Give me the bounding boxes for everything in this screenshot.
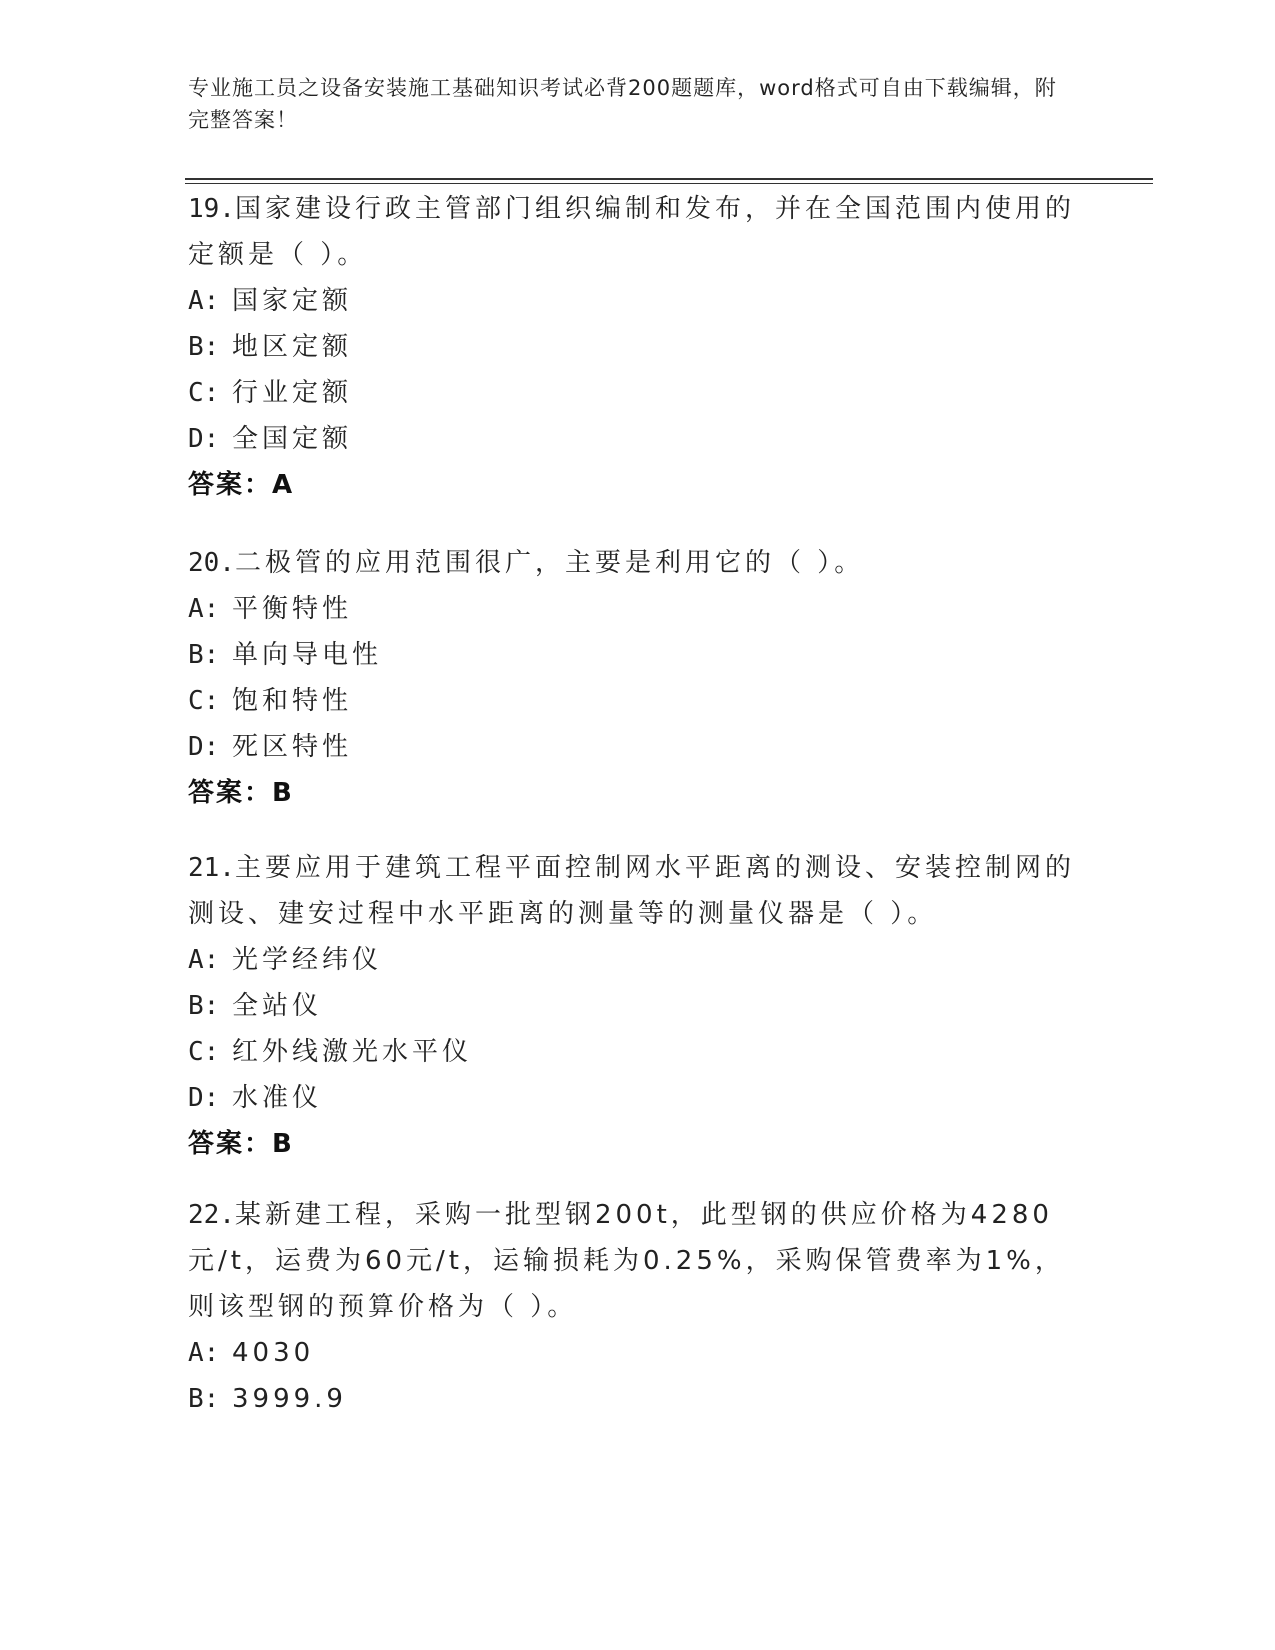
option-b xyxy=(188,983,1088,1029)
question-stem xyxy=(188,540,1088,586)
option-letter: B: xyxy=(188,991,220,1021)
option-c xyxy=(188,1029,1088,1075)
option-text: 国家定额 xyxy=(232,286,353,316)
question-stem xyxy=(188,1192,1088,1330)
option-a xyxy=(188,278,1088,324)
option-letter: D: xyxy=(188,732,220,762)
option-letter: C: xyxy=(188,686,220,716)
question-number: 19. xyxy=(188,194,235,224)
option-text: 红外线激光水平仪 xyxy=(232,1037,473,1067)
question-text: 国家建设行政主管部门组织编制和发布，并在全国范围内使用的定额是（ ）。 xyxy=(188,194,1075,270)
option-text: 全站仪 xyxy=(232,991,323,1021)
option-letter: A: xyxy=(188,286,220,316)
option-text: 死区特性 xyxy=(232,732,353,762)
question-text: 主要应用于建筑工程平面控制网水平距离的测设、安装控制网的测设、建安过程中水平距离的测量等的测量仪器是（ ）。 xyxy=(188,853,1075,929)
header-divider-thick xyxy=(185,178,1153,180)
option-letter: B: xyxy=(188,1384,220,1414)
answer: 答案：A xyxy=(188,470,295,500)
option-letter: D: xyxy=(188,424,220,454)
option-b xyxy=(188,632,1088,678)
question-21 xyxy=(188,845,1088,1167)
question-stem xyxy=(188,845,1088,937)
option-a xyxy=(188,937,1088,983)
option-letter: B: xyxy=(188,332,220,362)
option-a xyxy=(188,1330,1088,1376)
option-letter: D: xyxy=(188,1083,220,1113)
option-text: 全国定额 xyxy=(232,424,353,454)
question-20 xyxy=(188,540,1088,816)
question-19 xyxy=(188,186,1088,508)
answer: 答案：B xyxy=(188,778,294,808)
option-text: 地区定额 xyxy=(232,332,353,362)
question-22 xyxy=(188,1192,1088,1422)
option-text: 行业定额 xyxy=(232,378,353,408)
option-d xyxy=(188,724,1088,770)
header-divider-thin xyxy=(185,183,1153,184)
answer: 答案：B xyxy=(188,1129,294,1159)
option-letter: C: xyxy=(188,1037,220,1067)
question-text: 二极管的应用范围很广，主要是利用它的（ ）。 xyxy=(234,548,865,578)
option-letter: A: xyxy=(188,594,220,624)
option-b xyxy=(188,1376,1088,1422)
option-a xyxy=(188,586,1088,632)
option-text: 光学经纬仪 xyxy=(232,945,383,975)
question-number: 21. xyxy=(188,853,235,883)
option-letter: A: xyxy=(188,1338,220,1368)
question-number: 22. xyxy=(188,1200,235,1230)
option-text: 单向导电性 xyxy=(232,640,383,670)
option-b xyxy=(188,324,1088,370)
option-d xyxy=(188,416,1088,462)
option-letter: B: xyxy=(188,640,220,670)
option-text: 饱和特性 xyxy=(232,686,353,716)
question-stem xyxy=(188,186,1088,278)
option-d xyxy=(188,1075,1088,1121)
option-text: 4030 xyxy=(232,1338,315,1368)
option-c xyxy=(188,678,1088,724)
option-text: 平衡特性 xyxy=(232,594,353,624)
option-letter: A: xyxy=(188,945,220,975)
question-text: 某新建工程，采购一批型钢200t，此型钢的供应价格为4280元/t，运费为60元/t，运输损耗为0.25%，采购保管费率为1%，则该型钢的预算价格为（ ）。 xyxy=(188,1200,1065,1322)
option-c xyxy=(188,370,1088,416)
option-text: 3999.9 xyxy=(232,1384,347,1414)
question-number: 20. xyxy=(188,548,235,578)
option-text: 水准仪 xyxy=(232,1083,323,1113)
document-header: 专业施工员之设备安装施工基础知识考试必背200题题库，word格式可自由下载编辑，附完整答案！ xyxy=(188,76,1057,132)
option-letter: C: xyxy=(188,378,220,408)
